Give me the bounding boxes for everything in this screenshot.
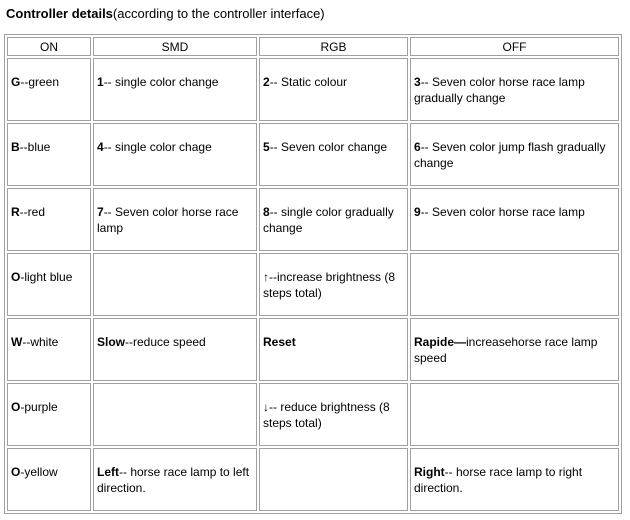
table-row (7, 253, 619, 316)
cell-off-text: -- horse race lamp to right direction. (414, 465, 583, 495)
cell-smd (93, 188, 257, 251)
title-rest: (according to the controller interface) (112, 6, 325, 21)
cell-rgb-text: -- Static colour (269, 75, 348, 89)
cell-off (410, 253, 619, 316)
cell-rgb (259, 318, 408, 381)
cell-rgb-bold: Reset (263, 335, 296, 349)
cell-on (7, 123, 91, 186)
cell-smd-bold: 4 (97, 140, 104, 154)
cell-off-text: -- Seven color horse race lamp gradually change (414, 75, 585, 105)
cell-on (7, 318, 91, 381)
cell-off-bold: 6 (414, 140, 421, 154)
cell-smd (93, 383, 257, 446)
cell-on (7, 253, 91, 316)
title-strong: Controller details (6, 6, 113, 21)
cell-on-text: --green (20, 75, 60, 89)
cell-rgb-text: -- single color gradually change (263, 205, 394, 235)
cell-rgb (259, 188, 408, 251)
cell-smd-text: -- single color chage (103, 140, 212, 154)
header-off: OFF (410, 37, 619, 56)
cell-off (410, 383, 619, 446)
header-smd: SMD (93, 37, 257, 56)
table-row (7, 58, 619, 121)
table-row (7, 318, 619, 381)
page-title (6, 6, 325, 21)
cell-off (410, 58, 619, 121)
cell-rgb-bold: 8 (263, 205, 270, 219)
cell-smd-bold: 1 (97, 75, 104, 89)
cell-on-text: --red (19, 205, 46, 219)
cell-smd (93, 253, 257, 316)
cell-off-text: -- Seven color jump flash gradually change (414, 140, 606, 170)
table-row (7, 383, 619, 446)
table-row (7, 123, 619, 186)
cell-rgb (259, 448, 408, 511)
cell-smd-text: --reduce speed (125, 335, 206, 349)
cell-off-bold: 9 (414, 205, 421, 219)
cell-smd-text: -- single color change (103, 75, 219, 89)
cell-on (7, 448, 91, 511)
cell-smd-bold: 7 (97, 205, 104, 219)
cell-rgb-bold: 2 (263, 75, 270, 89)
cell-rgb-text: ↑--increase brightness (8 steps total) (263, 270, 396, 300)
cell-smd (93, 123, 257, 186)
cell-rgb-text: ↓-- reduce brightness (8 steps total) (263, 400, 390, 430)
cell-off-bold: Rapide— (414, 335, 467, 349)
cell-on-text: -light blue (20, 270, 73, 284)
cell-on-bold: O (11, 270, 21, 284)
cell-smd (93, 318, 257, 381)
cell-smd-bold: Left (97, 465, 119, 479)
table-row (7, 448, 619, 511)
cell-rgb (259, 58, 408, 121)
cell-rgb (259, 383, 408, 446)
table-row (7, 188, 619, 251)
cell-on-text: --white (22, 335, 59, 349)
cell-on-bold: G (11, 75, 21, 89)
cell-off (410, 188, 619, 251)
cell-on-text: -yellow (20, 465, 58, 479)
cell-on-text: -purple (20, 400, 58, 414)
cell-smd (93, 448, 257, 511)
cell-on-text: --blue (19, 140, 51, 154)
cell-smd-text: -- horse race lamp to left direction. (97, 465, 250, 495)
cell-rgb (259, 253, 408, 316)
cell-off (410, 123, 619, 186)
cell-smd-bold: Slow (97, 335, 126, 349)
cell-on (7, 383, 91, 446)
cell-on (7, 188, 91, 251)
cell-on-bold: W (11, 335, 23, 349)
cell-rgb-text: -- Seven color change (269, 140, 388, 154)
cell-on-bold: B (11, 140, 20, 154)
cell-on-bold: O (11, 400, 21, 414)
controller-table (4, 34, 622, 514)
cell-on (7, 58, 91, 121)
cell-on-bold: O (11, 465, 21, 479)
header-on: ON (7, 37, 91, 56)
cell-off-bold: 3 (414, 75, 421, 89)
header-rgb: RGB (259, 37, 408, 56)
cell-on-bold: R (11, 205, 20, 219)
cell-rgb-bold: 5 (263, 140, 270, 154)
cell-smd-text: -- Seven color horse race lamp (97, 205, 239, 235)
cell-off-text: increasehorse race lamp speed (414, 335, 598, 365)
cell-off (410, 448, 619, 511)
cell-off-bold: Right (414, 465, 445, 479)
table-header-row (7, 37, 619, 56)
cell-smd (93, 58, 257, 121)
cell-rgb (259, 123, 408, 186)
cell-off (410, 318, 619, 381)
cell-off-text: -- Seven color horse race lamp (420, 205, 585, 219)
